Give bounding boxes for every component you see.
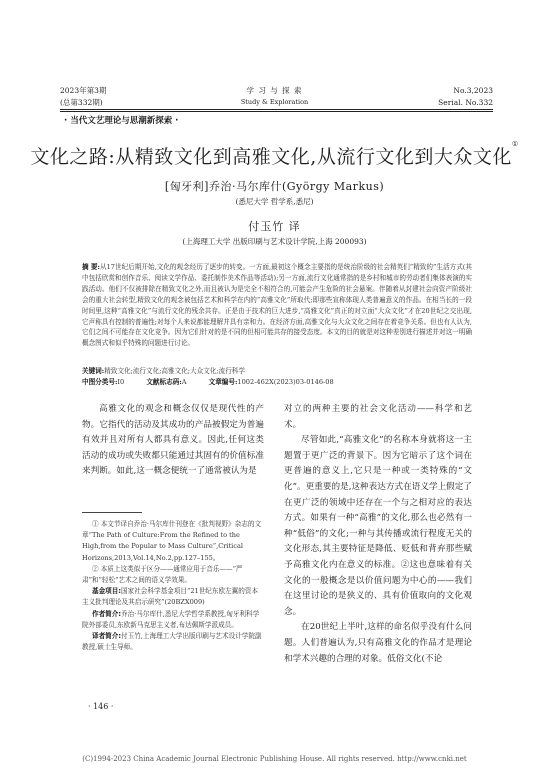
footnote-1: ① 本文节译自乔治·马尔库什刊登在《批判视野》杂志的文章“The Path of Culture:From the Refined to the High,from the Popular to Mass Culture”,Critical Horizons,2013,Vol.14,No.2,pp.127–155。 [82, 520, 262, 562]
abstract-label: 摘 要: [82, 263, 100, 271]
paragraph: 高雅文化的观念和概念仅仅是现代性的产物。它指代的活动及其成功的产品被假定为普遍有效并且对所有人都具有意义。因此,任何这类活动的成功或失败都只能通过其固有的价值标准来判断。如此,这一概念便统一了通常被认为是 [82, 404, 264, 477]
title-footnote-mark: ① [511, 140, 519, 148]
paragraph: 在20世纪上半叶,这样的命名似乎没有什么问题。人们普遍认为,只有高雅文化的作品才是理论和学术兴趣的合理的对象。低俗文化(不论 [284, 622, 472, 664]
page-number: · 146 · [88, 702, 114, 711]
footnote-2: ② 本质上这类似于区分——通常应用于音乐——“严肃”和“轻松”艺术之间的语义学效果。 [82, 564, 243, 585]
header-rule-thin [60, 111, 493, 112]
doc-code-value: A [181, 378, 187, 386]
author-bio-label: 作者简介: [92, 609, 122, 618]
abstract-text: 从17世纪后期开始,文化的观念经历了逐步的转变。一方面,最初这个概念主要指的是统治阶级的社会精英们“精致的”生活方式(其中包括欣赏和创作音乐、阅读文学作品、委托制作美术作品等活动);另一方面,流行文化通常指的是乡村和城市的劳动者们集体表演的实践活动。他们不仅被排除在精致文化之外,而且被认为是完全不相符合的,可能会产生危险的社会悬案。伴随着从封建社会向资产阶级社会的重大社会转型,精致文化的观念被包括艺术和科学在内的“高雅文化”所取代;即那些宣称体现人类普遍意义的作品。在相当长的一段时间里,这种“高雅文化”与流行文化的残余共存。正是由于技术的巨大进步,“高雅文化”真正的对立面“大众文化”才在20世纪之交出现,它声称具有控制的普遍性;对每个人来说都能理解并具有亲和力。在经济方面,高雅文化与大众文化之间存在着竞争关系。但也有人认为,它们之间不可能存在文化竞争。因为它们针对的是不同的但相可能共存的接受态度。本文的目的就是对这种差别进行描述并对这一明确概念图式和似乎特殊的问题进行讨论。 [82, 263, 472, 348]
header-rule [60, 109, 493, 110]
doc-code-label: 文献标志码: [146, 378, 182, 386]
footnotes [82, 519, 264, 653]
keywords [82, 366, 472, 377]
funding-note [82, 586, 264, 608]
paragraph: 尽管如此,“高雅文化”的名称本身就将这一主题置于更广泛的背景下。因为它暗示了这个词在更普遍的意义上,它只是一种或一类特殊的“文化”。更重要的是,这种表达方式在语义学上假定了在更广泛的领域中还存在一个与之相对应的表达方式。如果有一种“高雅”的文化,那么也必然有一种“低俗”的文化;一种与其传播或流行程度无关的文化形态,其主要特征是降低、贬低和背弃那些赋予高雅文化内在意义的标准。②这也意味着有关文化的一般概念是以价值问题为中心的——我们在这里讨论的是狭义的、具有价值取向的文化观念。 [284, 435, 472, 617]
journal-name: 学 习 与 探 索 [246, 86, 303, 95]
author-bio [82, 609, 264, 631]
funding-label: 基金项目: [92, 587, 122, 596]
article-title-text: 文化之路:从精致文化到高雅文化,从流行文化到大众文化 [30, 146, 512, 168]
footnote-rule [82, 512, 142, 513]
body-left-column [82, 402, 264, 480]
article-no-value: 1002-462X(2023)03-0146-08 [237, 378, 334, 386]
translator-affiliation: (上海理工大学 出版印刷与艺术设计学院,上海 200093) [182, 237, 367, 246]
translator-name: 付玉竹 译 [248, 220, 301, 233]
clc-label: 中图分类号: [82, 378, 118, 386]
article-no-label: 文章编号: [208, 378, 238, 386]
translator-bio-text: 付玉竹,上海理工大学出版印刷与艺术设计学院副教授,硕士生导师。 [82, 632, 262, 652]
serial-number-en: Serial. No.332 [438, 98, 493, 107]
keywords-label: 关键词: [82, 367, 105, 375]
abstract [82, 262, 472, 349]
journal-name-en: Study & Exploration [240, 98, 309, 106]
issue-number-en: No.3,2023 [453, 86, 493, 95]
author-bio-text: 乔治·马尔库什,悉尼大学哲学系教授,匈牙利科学院外部委员,东欧新马克思主义者,布达佩斯学派成员。 [82, 609, 260, 629]
article-title [0, 142, 549, 169]
issue-number: 2023年第3期 [60, 86, 107, 95]
author-name: [匈牙利]乔治·马尔库什(György Markus) [164, 180, 385, 193]
author-affiliation: (悉尼大学 哲学系,悉尼) [235, 197, 314, 206]
funding-text: 国家社会科学基金项目“21世纪东欧左翼的资本主义批判理论及其启示研究”(20BZX009) [82, 587, 259, 607]
copyright-line: (C)1994-2023 China Academic Journal Electronic Publishing House. All rights reserved. http://www.cnki.net [82, 755, 467, 763]
keywords-text: 精致文化;流行文化;高雅文化;大众文化;流行科学 [104, 367, 245, 375]
section-label: · 当代文艺理论与思潮新探索 · [64, 116, 179, 126]
classification-line [82, 377, 472, 388]
translator-bio [82, 631, 264, 653]
body-right-column [284, 402, 472, 667]
translator-bio-label: 译者简介: [92, 632, 122, 641]
serial-number: (总第332期) [60, 98, 103, 107]
paragraph: 对立的两种主要的社会文化活动——科学和艺术。 [284, 404, 472, 430]
clc-value: I0 [117, 378, 125, 386]
